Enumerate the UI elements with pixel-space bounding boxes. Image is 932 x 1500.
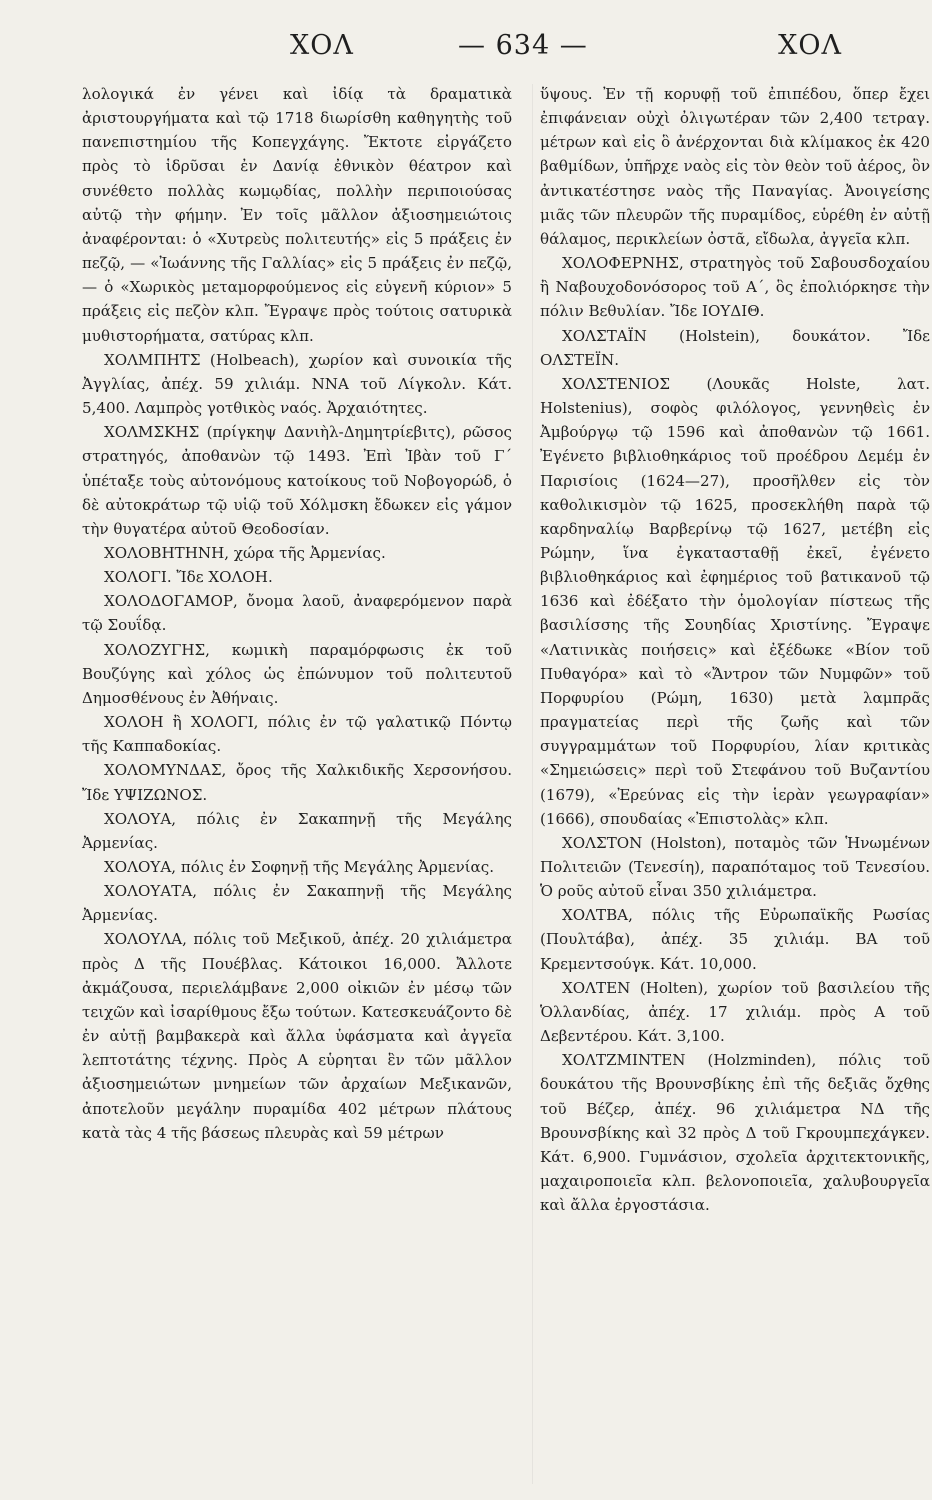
entry-cholomyndas: ΧΟΛΟΜΥΝΔΑΣ, ὄρος τῆς Χαλκιδικῆς Χερσονήσου. Ἴδε ΥΨΙΖΩΝΟΣ. xyxy=(82,761,512,804)
header-left-keyword: ΧΟΛ xyxy=(290,30,354,61)
entry-holstenius: ΧΟΛΣΤΕΝΙΟΣ (Λουκᾶς Holste, λατ. Holstenius), σοφὸς φιλόλογος, γεννηθεὶς ἐν Ἀμβούργῳ τῷ 1596 καὶ ἀποθανὼν τῷ 1661. Ἐγένετο βιβλιοθηκάριος τοῦ προέδρου Δεμέμ ἐν Παρισίοις (1624—27), προσῆλθεν εἰς τὸν καθολικισμὸν τῷ 1625, προσεκλήθη παρὰ τῷ καρδηναλίῳ Βαρβερίνῳ τῷ 1627, μετέβη εἰς Ρώμην, ἵνα ἐγκατασταθῇ ἐκεῖ, ἐγένετο βιβλιοθηκάριος καὶ ἐφημέριος τοῦ βατικανοῦ τῷ 1636 καὶ ἐδέξατο τὴν ὁμολογίαν πίστεως τῆς βασιλίσσης τῆς Σουηδίας Χριστίνης. Ἔγραψε «Λατινικὰς ποιήσεις» καὶ ἐξέδωκε «Βίον τοῦ Πυθαγόρα» καὶ τὸ «Ἄντρον τῶν Νυμφῶν» τοῦ Πορφυρίου (Ρώμη, 1630) μετὰ λαμπρᾶς πραγματείας περὶ τῆς ζωῆς καὶ τῶν συγγραμμάτων τοῦ Πορφυρίου, λίαν κριτικὰς «Σημειώσεις» περὶ τοῦ Στεφάνου τοῦ Βυζαντίου (1679), «Ἐρεύνας εἰς τὴν ἱερὰν γεωγραφίαν» (1666), σπουδαίας «Ἐπιστολὰς» κλπ. xyxy=(540,374,930,828)
entry-holzminden: ΧΟΛΤΖΜΙΝΤΕΝ (Holzminden), πόλις τοῦ δουκάτου τῆς Βρουνσβίκης ἐπὶ τῆς δεξιᾶς ὄχθης τοῦ Βέζερ, ἀπέχ. 96 χιλιάμετρα ΝΔ τῆς Βρουνσβίκης καὶ 32 πρὸς Δ τοῦ Γκρουμπεχάγκεν. Κάτ. 6,900. Γυμνάσιον, σχολεῖα ἀρχιτεκτονικῆς, μαχαιροποιεῖα κλπ. βελονοποιεῖα, χαλυβουργεῖα καὶ ἄλλα ἐργοστάσια. xyxy=(540,1051,930,1215)
entry-cholmskis: ΧΟΛΜΣΚΗΣ (πρίγκηψ Δανιὴλ-Δημητρίεβιτς), ρῶσος στρατηγός, ἀποθανὼν τῷ 1493. Ἐπὶ Ἰβὰν τοῦ Γ´ ὑπέταξε τοὺς αὐτονόμους κατοίκους τοῦ Νοβογορώδ, ὁ δὲ αὐτοκράτωρ τῷ υἱῷ τοῦ Χόλμσκη ἔδωκεν εἰς γάμον τὴν θυγατέρα αὐτοῦ Θεοδοσίαν. xyxy=(82,423,512,538)
entry-cholova-sofini: ΧΟΛΟΥΑ, πόλις ἐν Σοφηνῇ τῆς Μεγάλης Ἀρμενίας. xyxy=(104,858,494,876)
entry-cholozygis: ΧΟΛΟΖΥΓΗΣ, κωμικὴ παραμόρφωσις ἐκ τοῦ Βουζύγης καὶ χόλος ὡς ἐπώνυμον τοῦ πολιτευτοῦ Δημοσθένους ἐν Ἀθήναις. xyxy=(82,640,512,707)
entry-continuation-right: ὕψους. Ἐν τῇ κορυφῇ τοῦ ἐπιπέδου, ὅπερ ἔχει ἐπιφάνειαν οὐχὶ ὀλιγωτέραν τῶν 2,400 τετραγ. μέτρων καὶ εἰς ὃ ἀνέρχονται διὰ κλίμακος ἐκ 420 βαθμίδων, ὑπῆρχε ναὸς εἰς τὸν θεὸν τοῦ ἀέρος, ὃν ἀντικατέστησε ναὸς τῆς Παναγίας. Ἀνοιγείσης μιᾶς τῶν πλευρῶν τῆς πυραμίδος, εὑρέθη ἐν αὐτῇ θάλαμος, περικλείων ὀστᾶ, εἴδωλα, ἀγγεῖα κλπ. xyxy=(540,85,930,248)
right-column xyxy=(540,82,930,1217)
running-header xyxy=(90,30,842,74)
entry-chologi: ΧΟΛΟΓΙ. Ἴδε ΧΟΛΟΗ. xyxy=(104,568,273,587)
entry-choloi: ΧΟΛΟΗ ἢ ΧΟΛΟΓΙ, πόλις ἐν τῷ γαλατικῷ Πόντῳ τῆς Καππαδοκίας. xyxy=(82,713,512,756)
entry-holston: ΧΟΛΣΤΟΝ (Holston), ποταμὸς τῶν Ἡνωμένων Πολιτειῶν (Τενεσίη), παραπόταμος τοῦ Τενεσίου. Ὁ ροῦς αὐτοῦ εἶναι 350 χιλιάμετρα. xyxy=(540,833,930,901)
entry-cholodogamor: ΧΟΛΟΔΟΓΑΜΟΡ, ὄνομα λαοῦ, ἀναφερόμενον παρὰ τῷ Σουΐδᾳ. xyxy=(82,592,512,635)
entry-cholova-sakapini: ΧΟΛΟΥΑ, πόλις ἐν Σακαπηνῇ τῆς Μεγάλης Ἀρμενίας. xyxy=(82,809,512,852)
entry-poltava: ΧΟΛΤΒΑ, πόλις τῆς Εὐρωπαϊκῆς Ρωσίας (Πουλτάβα), ἀπέχ. 35 χιλιάμ. ΒΑ τοῦ Κρεμεντσούγκ. Κάτ. 10,000. xyxy=(540,906,930,973)
entry-holbeach: ΧΟΛΜΠΗΤΣ (Holbeach), χωρίον καὶ συνοικία τῆς Ἀγγλίας, ἀπέχ. 59 χιλιάμ. ΝΝΑ τοῦ Λίγκολν. Κάτ. 5,400. Λαμπρὸς γοτθικὸς ναός. Ἀρχαιότητες. xyxy=(82,350,512,418)
entry-holofernis: ΧΟΛΟΦΕΡΝΗΣ, στρατηγὸς τοῦ Σαβουσδοχαίου ἢ Ναβουχοδονόσορος τοῦ Α´, ὃς ἐπολιόρκησε τὴν πόλιν Βεθυλίαν. Ἴδε ΙΟΥΔΙΘ. xyxy=(540,254,930,321)
header-right-keyword: ΧΟΛ xyxy=(778,30,842,61)
entry-continuation: λολογικά ἐν γένει καὶ ἰδίᾳ τὰ δραματικὰ ἀριστουργήματα καὶ τῷ 1718 διωρίσθη καθηγητὴς τοῦ πανεπιστημίου τῆς Κοπεγχάγης. Ἔκτοτε εἰργάζετο πρὸς τὸ ἱδρῦσαι ἐν Δανίᾳ ἐθνικὸν θέατρον καὶ συνέθετο πολλὰς κωμῳδίας, πολλὴν περιποιούσας αὐτῷ τὴν φήμην. Ἐν τοῖς μᾶλλον ἀξιοσημειώτοις ἀναφέρονται: ὁ «Χυτρεὺς πολιτευτής» εἰς 5 πράξεις ἐν πεζῷ, — «Ἰωάννης τῆς Γαλλίας» εἰς 5 πράξεις ἐν πεζῷ, — ὁ «Χωρικὸς μεταμορφούμενος εἰς εὐγενῆ κύριον» 5 πράξεις εἰς πεζὸν κλπ. Ἔγραψε πρὸς τούτοις σατυρικὰ μυθιστορήματα, σατύρας κλπ. xyxy=(82,85,512,345)
entry-cholovitini: ΧΟΛΟΒΗΤΗΝΗ, χώρα τῆς Ἀρμενίας. xyxy=(104,543,386,562)
entry-holstein: ΧΟΛΣΤΑΪΝ (Holstein), δουκάτον. Ἴδε ΟΛΣΤΕΪΝ. xyxy=(540,326,930,369)
entry-holten: ΧΟΛΤΕΝ (Holten), χωρίον τοῦ βασιλείου τῆς Ὁλλανδίας, ἀπέχ. 17 χιλιάμ. πρὸς Α τοῦ Δεβεντέρου. Κάτ. 3,100. xyxy=(540,978,930,1046)
column-divider xyxy=(532,84,533,1484)
page-number: — 634 — xyxy=(458,30,588,61)
entry-cholovata: ΧΟΛΟΥΑΤΑ, πόλις ἐν Σακαπηνῇ τῆς Μεγάλης Ἀρμενίας. xyxy=(82,882,512,925)
entry-cholula: ΧΟΛΟΥΛΑ, πόλις τοῦ Μεξικοῦ, ἀπέχ. 20 χιλιάμετρα πρὸς Δ τῆς Πουέβλας. Κάτοικοι 16,000. Ἄλλοτε ἀκμάζουσα, περιελάμβανε 2,000 οἰκιῶν ἐν μέσῳ τῶν τειχῶν καὶ ἰσαρίθμους ἔξω τούτων. Κατεσκευάζοντο δὲ ἐν αὐτῇ βαμβακερὰ καὶ ἄλλα ὑφάσματα καὶ ἀγγεῖα λεπτοτάτης τέχνης. Πρὸς Α εὑρηται ἓν τῶν μᾶλλον ἀξιοσημειώτων μνημείων τῶν ἀρχαίων Μεξικανῶν, ἀποτελοῦν μεγάλην πυραμίδα 402 μέτρων πλάτους κατὰ τὰς 4 τῆς βάσεως πλευρὰς καὶ 59 μέτρων xyxy=(82,930,512,1142)
left-column xyxy=(82,82,512,1145)
